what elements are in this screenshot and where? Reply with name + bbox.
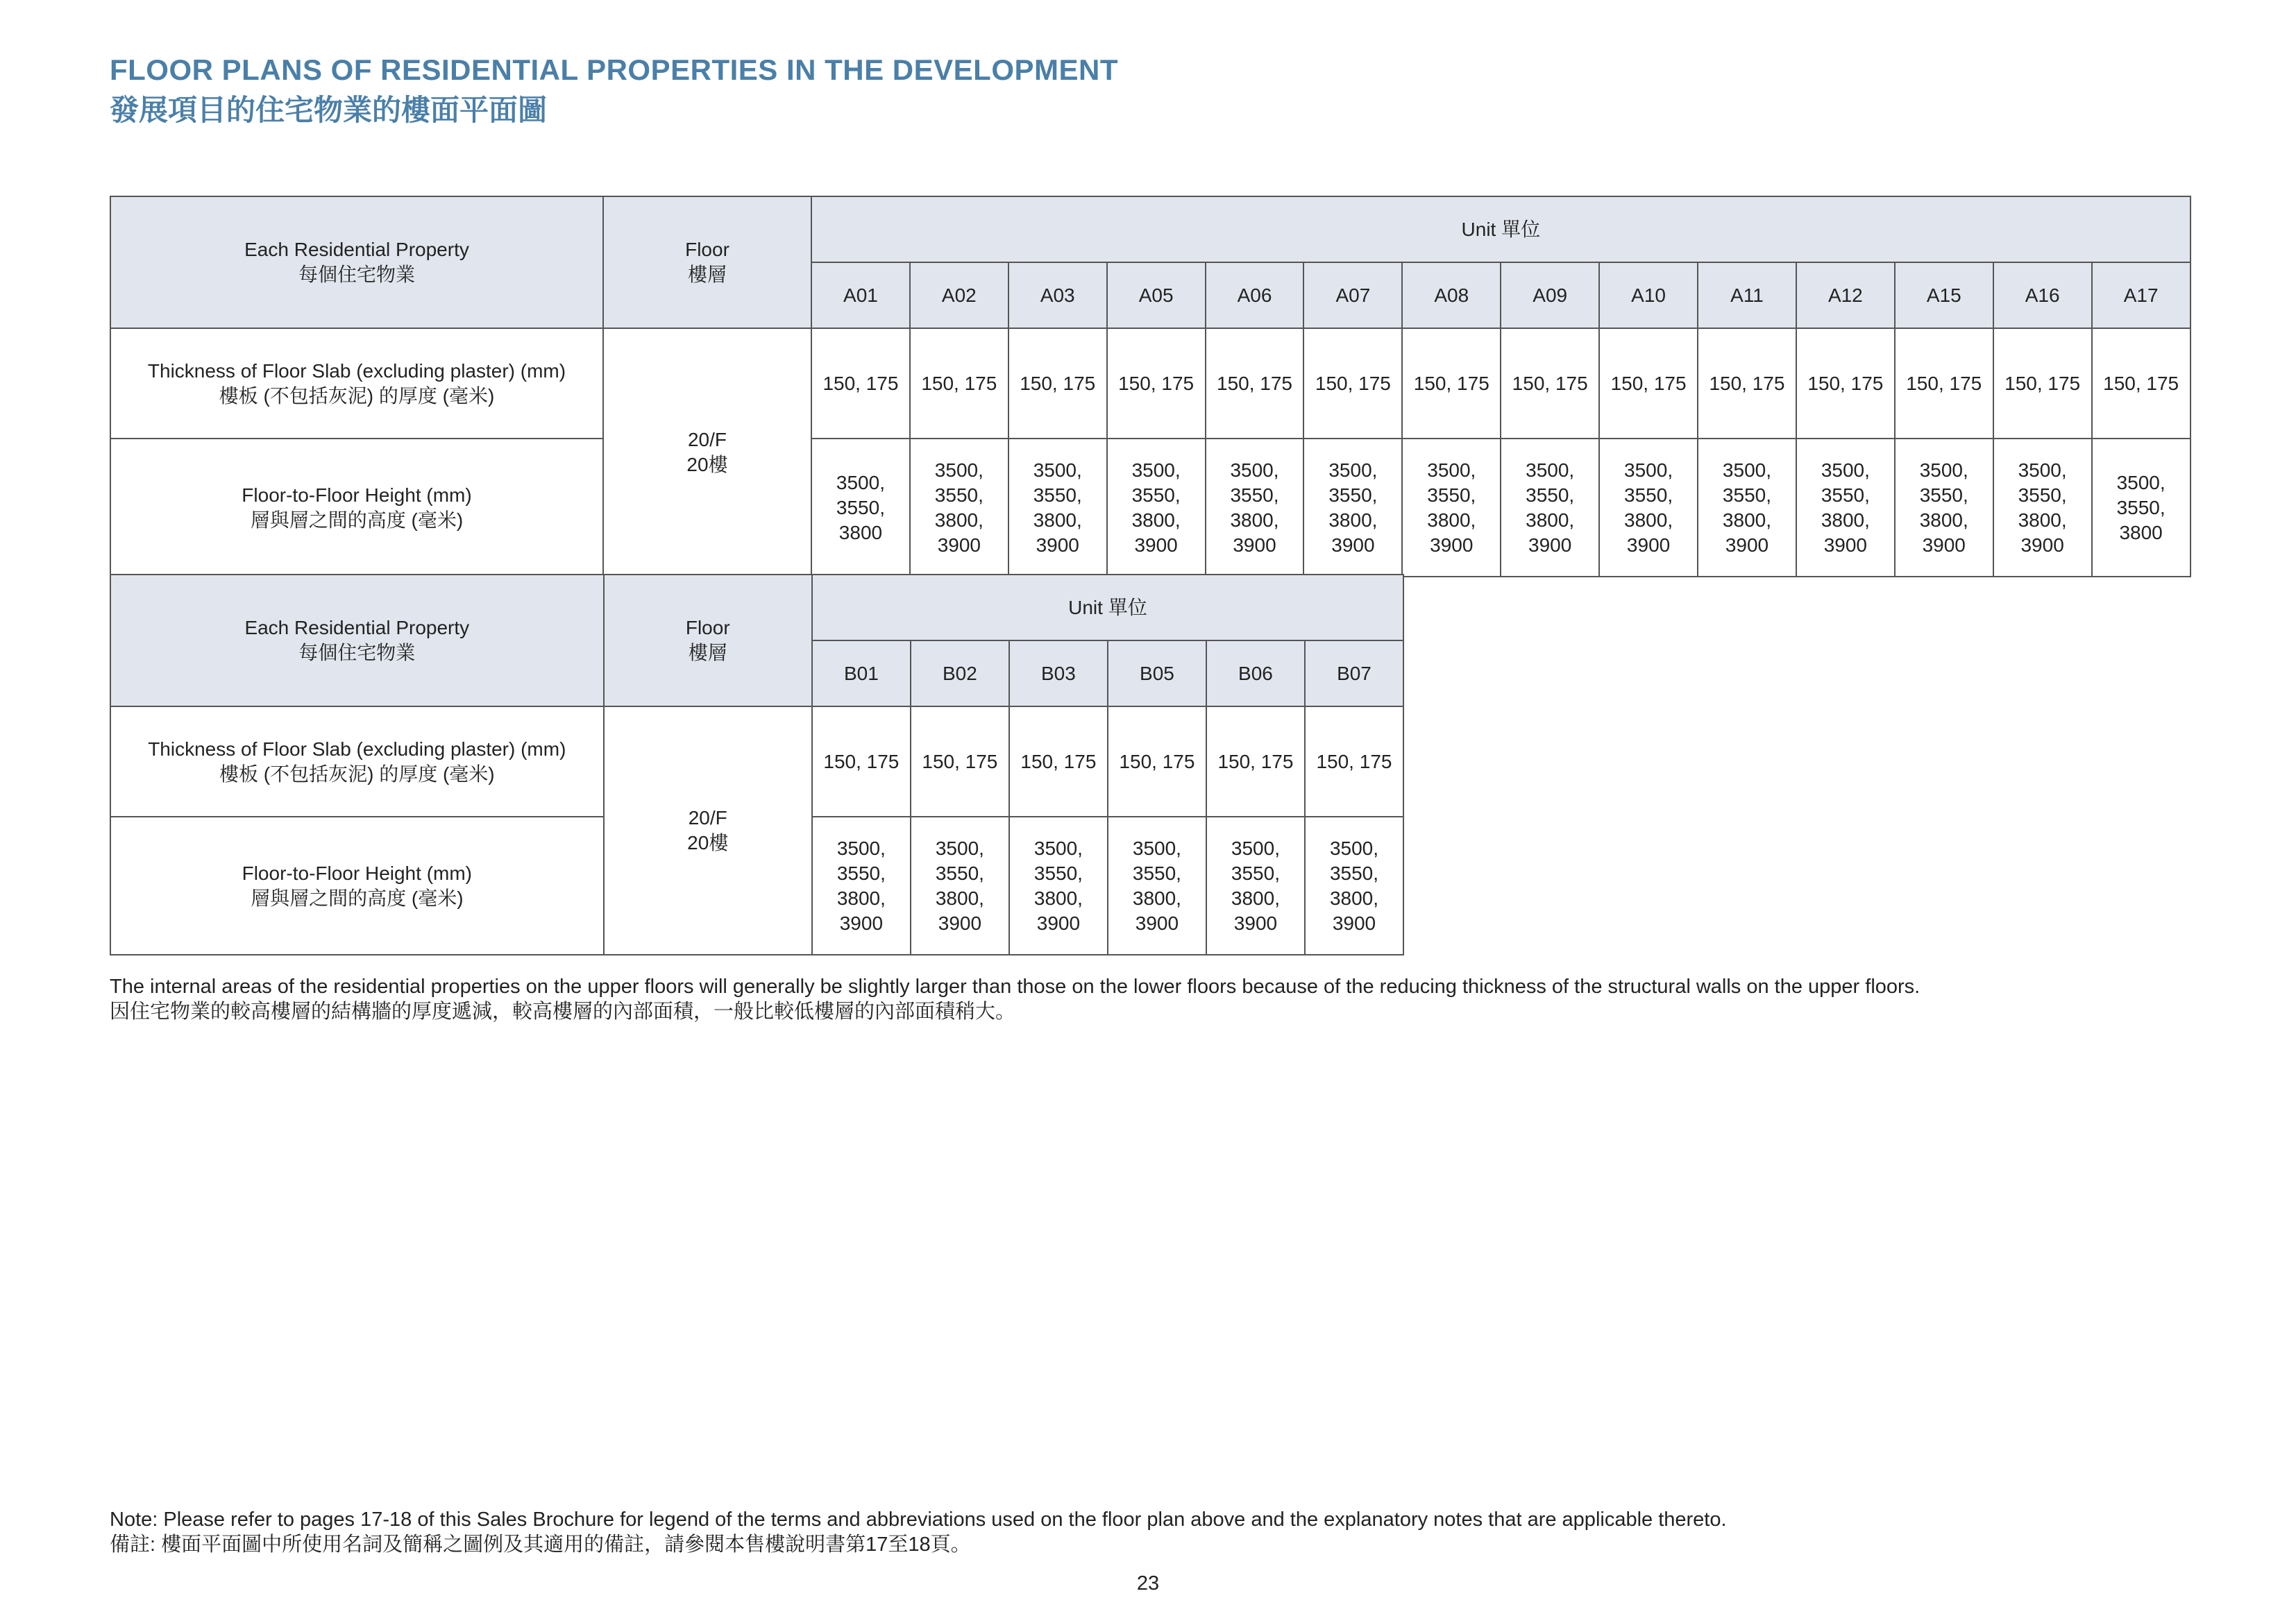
value-line: 150, 175 [823,750,900,772]
value-line: 3500, [1231,837,1280,859]
value-line: 3800, [2018,509,2067,531]
value-cell [1599,439,1698,577]
value-line: 3900 [1332,912,1376,934]
row-label-zh: 樓板 (不包括灰泥) 的厚度 (毫米) [219,384,495,407]
value-line: 3550, [1526,484,1575,506]
value-line: 150, 175 [1906,372,1982,394]
table-row [110,706,1403,817]
value-cell [910,439,1008,577]
value-line: 3500, [1131,459,1181,481]
value-line: 3800, [1230,509,1279,531]
value-line: 3900 [1036,912,1081,934]
value-cell [1305,817,1403,955]
unit-code: A07 [1303,262,1402,328]
value-line: 3800, [1033,887,1083,909]
unit-code: A12 [1796,262,1895,328]
floor-header-en: Floor [685,239,729,260]
value-line: 3800, [934,509,984,531]
unit-code: A15 [1895,262,1993,328]
value-line: 3500, [1624,459,1673,481]
value-cell [1895,439,1993,577]
row-label-en: Floor-to-Floor Height (mm) [242,862,472,884]
value-cell [1008,439,1107,577]
value-line: 150, 175 [1217,750,1294,772]
value-cell [811,439,910,577]
value-cell [911,817,1009,955]
value-line: 3800, [1722,509,1771,531]
value-line: 3900 [2020,534,2064,556]
unit-code: A16 [1993,262,2092,328]
value-line: 3500, [1033,459,1082,481]
floor-zh: 20樓 [687,832,729,853]
value-line: 3500, [1328,459,1378,481]
value-line: 3550, [935,862,984,884]
value-line: 3500, [836,471,885,493]
value-line: 3800, [1131,509,1181,531]
value-line: 150, 175 [822,372,899,394]
footnote [110,974,1920,1024]
value-line: 150, 175 [1807,372,1884,394]
value-line: 3800, [1033,509,1082,531]
page-title-en: FLOOR PLANS OF RESIDENTIAL PROPERTIES IN THE DEVELOPMENT [110,53,1119,86]
value-line: 3500, [1033,837,1083,859]
footnote-zh: 因住宅物業的較高樓層的結構牆的厚度遞減，較高樓層的內部面積，一般比較低樓層的內部面積稍大。 [110,1001,1016,1023]
floor-cell [603,328,811,577]
value-line: 3500, [1132,837,1181,859]
value-cell [1895,328,1993,439]
value-cell [1501,439,1599,577]
value-cell [1008,328,1107,439]
unit-code: B01 [812,640,911,706]
value-line: 3550, [1329,862,1379,884]
value-line: 150, 175 [1610,372,1687,394]
unit-code: B02 [911,640,1009,706]
value-line: 150, 175 [1316,750,1392,772]
unit-spec-table-a [110,196,2191,577]
floor-header-en: Floor [685,617,730,638]
value-line: 3550, [1821,484,1870,506]
value-cell [1305,706,1403,817]
value-line: 3900 [1233,912,1278,934]
unit-code: A10 [1599,262,1698,328]
value-line: 150, 175 [1709,372,1785,394]
value-cell [1402,439,1501,577]
row-label-zh: 層與層之間的高度 (毫米) [251,887,464,909]
value-cell [1206,439,1304,577]
unit-code: A17 [2092,262,2191,328]
value-line: 3900 [1528,534,1572,556]
row-label-en: Thickness of Floor Slab (excluding plaster) (mm) [148,738,566,760]
value-cell [2092,328,2191,439]
note-line-zh [110,1532,1727,1557]
note [110,1507,1727,1557]
value-line: 3550, [1033,862,1083,884]
page-title-zh: 發展項目的住宅物業的樓面平面圖 [110,94,548,126]
value-line: 3550, [1624,484,1673,506]
value-line: 3800, [1526,509,1575,531]
unit-code: A03 [1008,262,1107,328]
value-cell [1993,328,2092,439]
value-line: 3550, [1132,862,1181,884]
unit-code: A11 [1698,262,1796,328]
unit-code: B05 [1108,640,1206,706]
value-line: 3550, [836,496,885,518]
header-row [110,575,1403,640]
note-line-en [110,1507,1727,1532]
value-line: 3550, [836,862,886,884]
floor-header [603,196,811,328]
value-line: 150, 175 [2103,372,2179,394]
floor-zh: 20樓 [686,454,728,475]
value-line: 3550, [1427,484,1476,506]
table-row [110,328,2191,439]
value-cell [1206,817,1305,955]
value-line: 3900 [1331,534,1375,556]
property-header [110,196,603,328]
value-cell [1009,706,1108,817]
row-label-en: Thickness of Floor Slab (excluding plaster) (mm) [147,359,566,382]
value-line: 3800, [1427,509,1476,531]
value-line: 150, 175 [1413,372,1489,394]
note-text-zh: : 樓面平面圖中所使用名詞及簡稱之圖例及其適用的備註，請參閱本售樓說明書第17至18頁。 [150,1533,971,1556]
value-line: 3550, [1919,484,1968,506]
value-line: 3900 [1135,912,1179,934]
floor-header [604,575,812,706]
value-cell [1599,328,1698,439]
unit-code: A06 [1206,262,1304,328]
value-cell [811,328,910,439]
value-cell [911,706,1009,817]
value-cell [910,328,1008,439]
value-line: 3900 [1036,534,1079,556]
value-line: 150, 175 [1118,372,1195,394]
unit-code: A09 [1501,262,1599,328]
value-line: 3800, [1329,887,1379,909]
value-cell [1303,328,1402,439]
page-number: 23 [1136,1572,1160,1595]
value-line: 3900 [1134,534,1178,556]
value-cell [1796,439,1895,577]
property-header-en: Each Residential Property [244,617,470,638]
row-label [110,817,604,955]
value-line: 3500, [2018,459,2067,481]
header-row [110,196,2191,262]
unit-code: A08 [1402,262,1501,328]
value-cell [1107,439,1206,577]
value-line: 150, 175 [1020,750,1097,772]
value-line: 3550, [1033,484,1082,506]
value-line: 3900 [1823,534,1867,556]
unit-code: A01 [811,262,910,328]
value-line: 3500, [1526,459,1575,481]
value-cell [1402,328,1501,439]
value-cell [1108,817,1206,955]
value-cell [1993,439,2092,577]
property-header-zh: 每個住宅物業 [298,264,415,285]
value-line: 3500, [1821,459,1870,481]
page-title [110,50,1118,130]
value-line: 3550, [1328,484,1378,506]
value-cell [1107,328,1206,439]
unit-spec-table-b [110,574,1404,955]
value-line: 3500, [1329,837,1379,859]
floor-cell [604,706,812,955]
value-cell [1009,817,1108,955]
value-line: 150, 175 [1217,372,1292,394]
value-line: 150, 175 [1512,372,1588,394]
floor-en: 20/F [687,429,727,450]
value-line: 3800, [1328,509,1378,531]
value-line: 3800, [1132,887,1181,909]
value-line: 3500, [1919,459,1968,481]
value-line: 3800, [935,887,984,909]
value-cell [812,817,911,955]
row-label-zh: 層與層之間的高度 (毫米) [250,509,464,531]
floor-en: 20/F [688,807,727,829]
value-line: 3800 [838,521,883,543]
value-line: 3900 [937,534,981,556]
value-line: 3800, [836,887,886,909]
value-line: 3500, [1427,459,1476,481]
value-line: 3800, [1624,509,1673,531]
unit-header: Unit 單位 [812,575,1403,640]
value-cell [1698,328,1796,439]
note-label-en: Note [110,1509,153,1531]
unit-code: B03 [1009,640,1108,706]
unit-code: A02 [910,262,1008,328]
unit-code: B06 [1206,640,1305,706]
value-cell [1501,328,1599,439]
value-line: 3900 [1922,534,1966,556]
value-line: 3550, [1722,484,1771,506]
value-line: 3900 [839,912,884,934]
value-cell [1206,328,1304,439]
value-line: 3900 [938,912,982,934]
value-line: 3900 [1233,534,1276,556]
value-line: 3550, [1131,484,1181,506]
property-header-en: Each Residential Property [244,239,469,260]
value-line: 3900 [1725,534,1769,556]
value-cell [1108,706,1206,817]
value-line: 3550, [2018,484,2067,506]
value-cell [1303,439,1402,577]
value-line: 3800, [1919,509,1968,531]
value-line: 150, 175 [2004,372,2081,394]
value-line: 3500, [1722,459,1771,481]
property-header [110,575,604,706]
value-cell [1796,328,1895,439]
footnote-en: The internal areas of the residential properties on the upper floors will generally be slightly larger than those on the lower floors because of the reducing thickness of the structural walls on the upper floors. [110,976,1921,998]
row-label-en: Floor-to-Floor Height (mm) [242,484,472,506]
value-cell [812,706,911,817]
floor-header-zh: 樓層 [688,642,727,663]
value-line: 3900 [1430,534,1474,556]
value-line: 3800 [2119,521,2163,543]
value-line: 3800, [1821,509,1870,531]
unit-code: B07 [1305,640,1403,706]
unit-code: A05 [1107,262,1206,328]
floor-header-zh: 樓層 [687,264,727,285]
value-line: 150, 175 [1020,372,1096,394]
note-label-zh: 備註 [110,1533,151,1556]
value-line: 3800, [1231,887,1280,909]
value-line: 150, 175 [922,750,998,772]
value-cell [1206,706,1305,817]
value-line: 150, 175 [1315,372,1391,394]
value-line: 150, 175 [1119,750,1195,772]
note-text-en: : Please refer to pages 17-18 of this Sales Brochure for legend of the terms and abbreviations used on the floor plan above and the explanatory notes that are applicable thereto. [152,1509,1727,1531]
unit-header: Unit 單位 [811,196,2191,262]
value-line: 3550, [1231,862,1280,884]
value-line: 3500, [1230,459,1279,481]
value-line: 3900 [1626,534,1671,556]
value-line: 3500, [934,459,984,481]
value-line: 3500, [836,837,886,859]
value-line: 3550, [1230,484,1279,506]
value-cell [2092,439,2191,577]
row-label-zh: 樓板 (不包括灰泥) 的厚度 (毫米) [219,763,495,785]
value-line: 3550, [2116,496,2166,518]
property-header-zh: 每個住宅物業 [298,642,416,663]
row-label [110,706,604,817]
value-line: 150, 175 [921,372,997,394]
table-row [110,439,2191,577]
value-line: 3500, [2116,471,2166,493]
value-cell [1698,439,1796,577]
row-label [110,328,603,439]
value-line: 3550, [934,484,984,506]
value-line: 3500, [935,837,984,859]
row-label [110,439,603,577]
